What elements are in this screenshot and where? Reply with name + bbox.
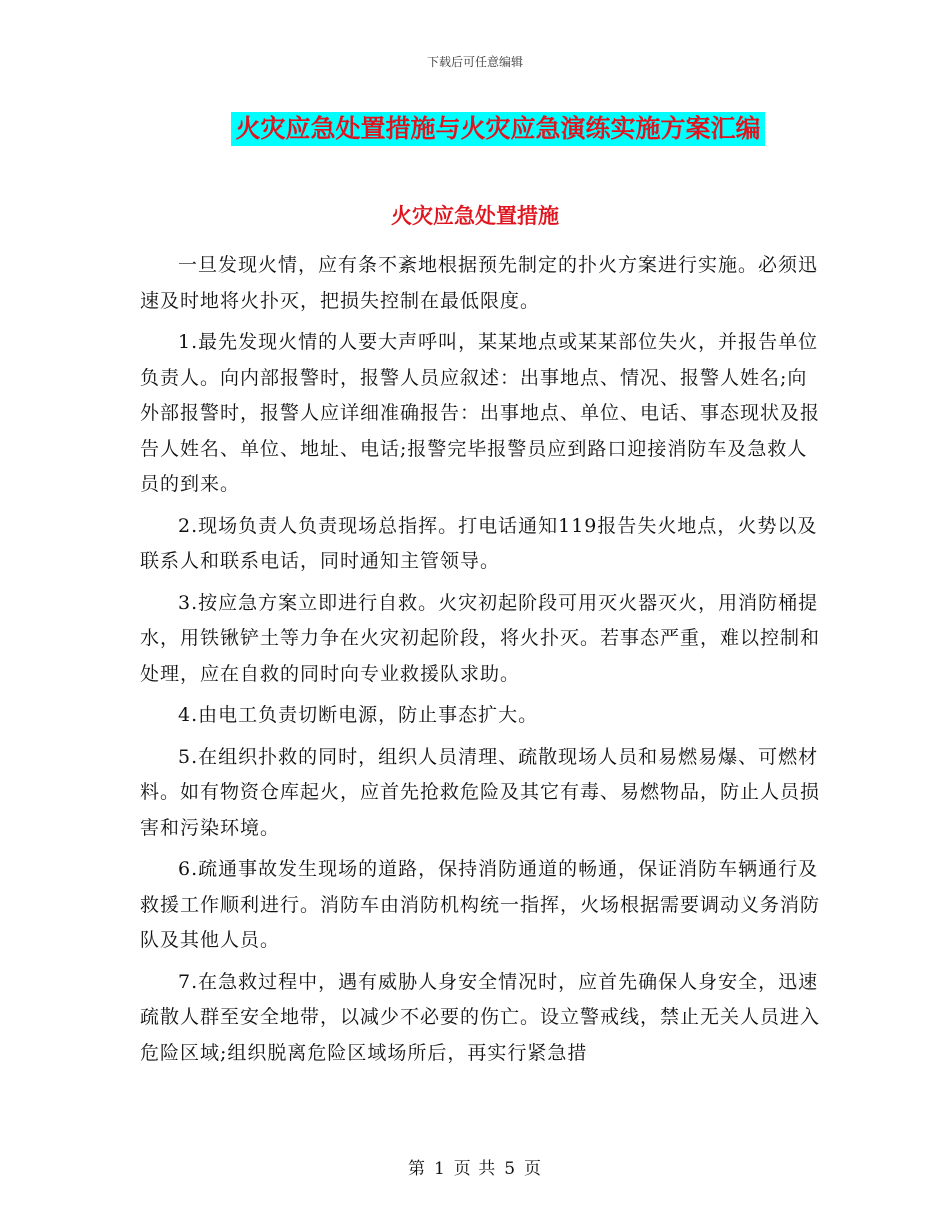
footer-suffix: 页 — [524, 1159, 543, 1179]
paragraph-item-1: 1.最先发现火情的人要大声呼叫，某某地点或某某部位失火，并报告单位负责人。向内部报警时，报警人员应叙述：出事地点、情况、报警人姓名;向外部报警时，报警人应详细准确报告：出事地点、单位、电话、事态现状及报告人姓名、单位、地址、电话;报警完毕报警员应到路口迎接消防车及急救人员的到来。 — [140, 331, 821, 495]
paragraph-item-7: 7.在急救过程中，遇有威胁人身安全情况时，应首先确保人身安全，迅速疏散人群至安全地带，以减少不必要的伤亡。设立警戒线，禁止无关人员进入危险区域;组织脱离危险区域场所后，再实行紧急措 — [140, 970, 821, 1064]
footer-middle: 页 共 — [453, 1159, 497, 1179]
footer-prefix: 第 — [407, 1159, 426, 1179]
paragraph-item-2: 2.现场负责人负责现场总指挥。打电话通知119报告失火地点，火势以及联系人和联系电话，同时通知主管领导。 — [140, 514, 818, 572]
header-note: 下载后可任意编辑 — [426, 55, 523, 69]
paragraph-intro: 一旦发现火情，应有条不紊地根据预先制定的扑火方案进行实施。必须迅速及时地将火扑灭，把损失控制在最低限度。 — [140, 254, 819, 312]
section-title: 火灾应急处置措施 — [391, 204, 559, 228]
footer-page-number: 1 — [433, 1159, 446, 1179]
paragraph-item-4: 4.由电工负责切断电源，防止事态扩大。 — [178, 704, 539, 726]
page-footer — [0, 1154, 950, 1179]
document-body — [140, 248, 820, 1077]
paragraph-item-6: 6.疏通事故发生现场的道路，保持消防通道的畅通，保证消防车辆通行及救援工作顺利进行。消防车由消防机构统一指挥，火场根据需要调动义务消防队及其他人员。 — [140, 858, 821, 951]
main-title: 火灾应急处置措施与火灾应急演练实施方案汇编 — [231, 112, 764, 146]
paragraph-item-3: 3.按应急方案立即进行自救。火灾初起阶段可用灭火器灭火，用消防桶提水，用铁锹铲土等力争在火灾初起阶段，将火扑灭。若事态严重，难以控制和处理，应在自救的同时向专业救援队求助。 — [140, 591, 821, 685]
footer-total-pages: 5 — [504, 1159, 517, 1179]
paragraph-item-5: 5.在组织扑救的同时，组织人员清理、疏散现场人员和易燃易爆、可燃材料。如有物资仓库起火，应首先抢救危险及其它有毒、易燃物品，防止人员损害和污染环境。 — [140, 745, 821, 839]
main-title-wrap — [0, 112, 950, 146]
